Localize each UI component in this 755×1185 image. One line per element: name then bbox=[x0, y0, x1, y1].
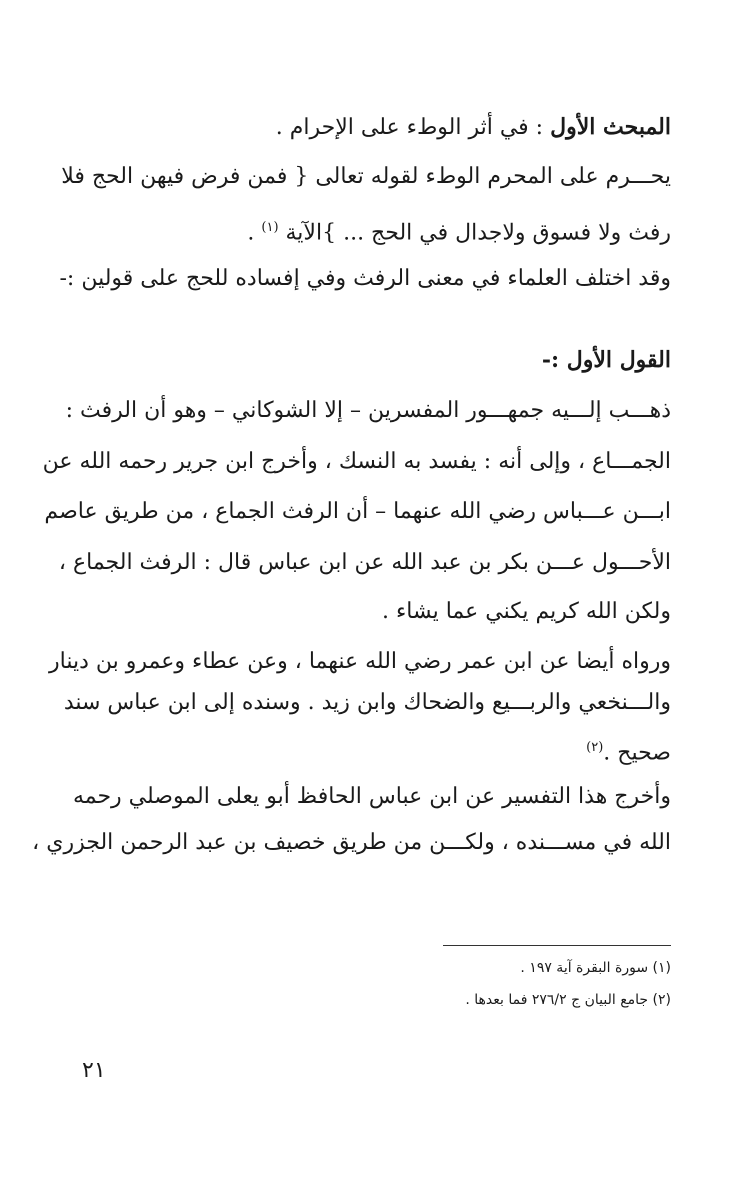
paragraph-2-line-1: وقد اختلف العلماء في معنى الرفث وفي إفساده للحج على قولين :- bbox=[59, 266, 671, 291]
page-number: ٢١ bbox=[82, 1058, 106, 1083]
subheading-first-opinion: القول الأول :- bbox=[541, 347, 671, 373]
paragraph-3-line-4: الأحـــول عـــن بكر بن عبد الله عن ابن عباس قال : الرفث الجماع ، bbox=[58, 550, 671, 575]
paragraph-5-line-1: وأخرج هذا التفسير عن ابن عباس الحافظ أبو يعلى الموصلي رحمه bbox=[72, 784, 671, 809]
paragraph-3-line-5: ولكن الله كريم يكني عما يشاء . bbox=[381, 599, 671, 624]
paragraph-4-line-2: والـــنخعي والربـــيع والضحاك وابن زيد . وسنده إلى ابن عباس سند bbox=[63, 690, 671, 715]
footnote-divider bbox=[443, 945, 671, 946]
paragraph-3-line-2: الجمـــاع ، وإلى أنه : يفسد به النسك ، وأخرج ابن جرير رحمه الله عن bbox=[42, 449, 671, 474]
section-title: المبحث الأول bbox=[550, 114, 671, 140]
footnote-2: (٢) جامع البيان ج ٢٧٦/٢ فما بعدها . bbox=[465, 992, 671, 1008]
paragraph-1-line-2: رفث ولا فسوق ولاجدال في الحج ... }الآية $^{(١)}$ . bbox=[247, 220, 671, 246]
paragraph-4-line-3: صحيح .$^{(٢)}$ bbox=[586, 740, 671, 766]
paragraph-1-line-1: يحـــرم على المحرم الوطء لقوله تعالى { فمن فرض فيهن الحج فلا bbox=[61, 164, 671, 189]
paragraph-3-line-3: ابـــن عـــباس رضي الله عنهما – أن الرفث الجماع ، من طريق عاصم bbox=[44, 499, 671, 524]
section-heading bbox=[81, 112, 671, 143]
paragraph-3-line-1: ذهـــب إلـــيه جمهـــور المفسرين – إلا الشوكاني – وهو أن الرفث : bbox=[65, 398, 671, 423]
footnote-ref-1: (١) bbox=[261, 220, 279, 235]
footnote-1: (١) سورة البقرة آية ١٩٧ . bbox=[520, 960, 671, 976]
paragraph-5-line-2: الله في مســـنده ، ولكـــن من طريق خصيف بن عبد الرحمن الجزري ، bbox=[32, 830, 671, 855]
section-subtitle: : في أثر الوطء على الإحرام . bbox=[275, 115, 544, 140]
paragraph-4-line-1: ورواه أيضا عن ابن عمر رضي الله عنهما ، وعن عطاء وعمرو بن دينار bbox=[49, 649, 671, 674]
footnote-ref-2: (٢) bbox=[586, 740, 604, 755]
